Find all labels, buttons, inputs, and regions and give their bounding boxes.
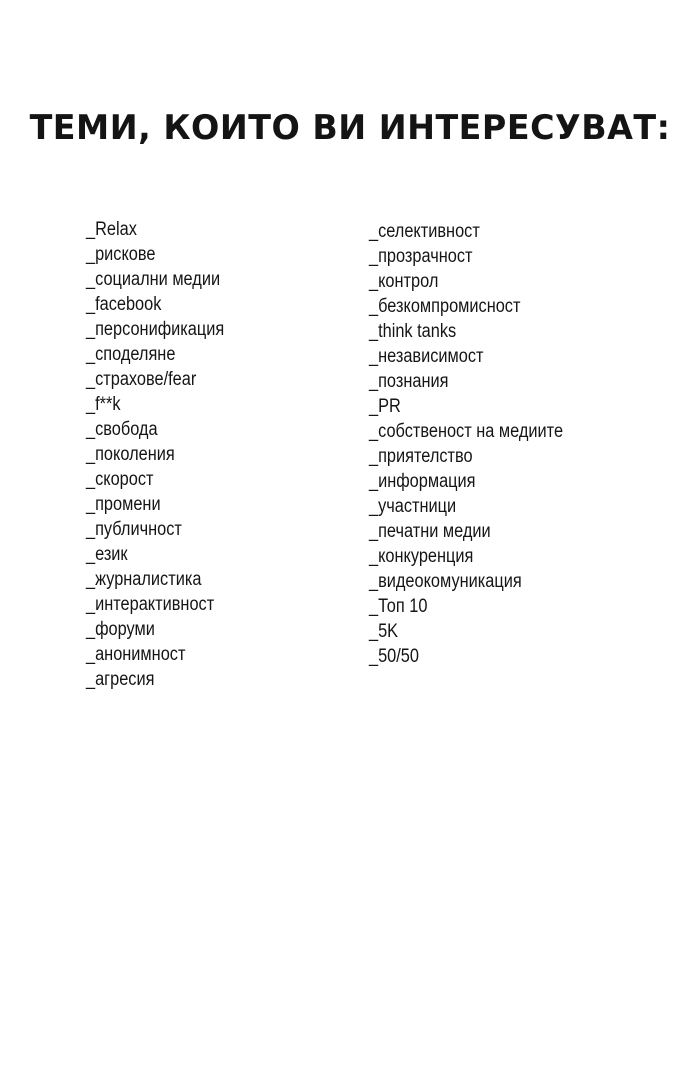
topic-item: _50/50 xyxy=(369,646,419,667)
topic-item: _публичност xyxy=(86,519,182,540)
topic-item: _споделяне xyxy=(86,344,176,365)
topic-item: _facebook xyxy=(86,294,162,315)
topic-item: _контрол xyxy=(369,271,439,292)
topic-item: _анонимност xyxy=(86,644,186,665)
topic-item: _прозрачност xyxy=(369,246,473,267)
page-title: ТЕМИ, КОИТО ВИ ИНТЕРЕСУВАТ: xyxy=(29,108,671,148)
topic-item: _страхове/fear xyxy=(86,369,197,390)
topic-item: _PR xyxy=(369,396,401,417)
topic-item: _език xyxy=(86,544,128,565)
topic-item: _поколения xyxy=(86,444,175,465)
topic-item: _познания xyxy=(369,371,449,392)
topic-item: _независимост xyxy=(369,346,484,367)
topic-item: _безкомпромисност xyxy=(369,296,521,317)
topic-item: _Топ 10 xyxy=(369,596,428,617)
topic-item: _социални медии xyxy=(86,269,221,290)
topic-item: _Relax xyxy=(86,219,137,240)
topic-item: _агресия xyxy=(86,669,155,690)
topic-item: _промени xyxy=(86,494,161,515)
topic-item: _рискове xyxy=(86,244,156,265)
topic-item: _селективност xyxy=(369,221,480,242)
topic-item: _конкуренция xyxy=(369,546,474,567)
topic-item: _интерактивност xyxy=(86,594,215,615)
topic-item: _информация xyxy=(369,471,476,492)
topic-item: _приятелство xyxy=(369,446,473,467)
topic-item: _участници xyxy=(369,496,457,517)
topic-item: _журналистика xyxy=(86,569,202,590)
topic-item: _печатни медии xyxy=(369,521,491,542)
topic-item: _форуми xyxy=(86,619,155,640)
topic-item: _собственост на медиите xyxy=(369,421,564,442)
topic-item: _свобода xyxy=(86,419,158,440)
topic-item: _скорост xyxy=(86,469,154,490)
topic-item: _think tanks xyxy=(369,321,457,342)
topic-item: _f**k xyxy=(86,394,121,415)
topics-list-left xyxy=(86,217,247,692)
topics-list-right xyxy=(369,219,595,669)
topic-item: _5K xyxy=(369,621,399,642)
topic-item: _видеокомуникация xyxy=(369,571,522,592)
topic-item: _персонификация xyxy=(86,319,225,340)
